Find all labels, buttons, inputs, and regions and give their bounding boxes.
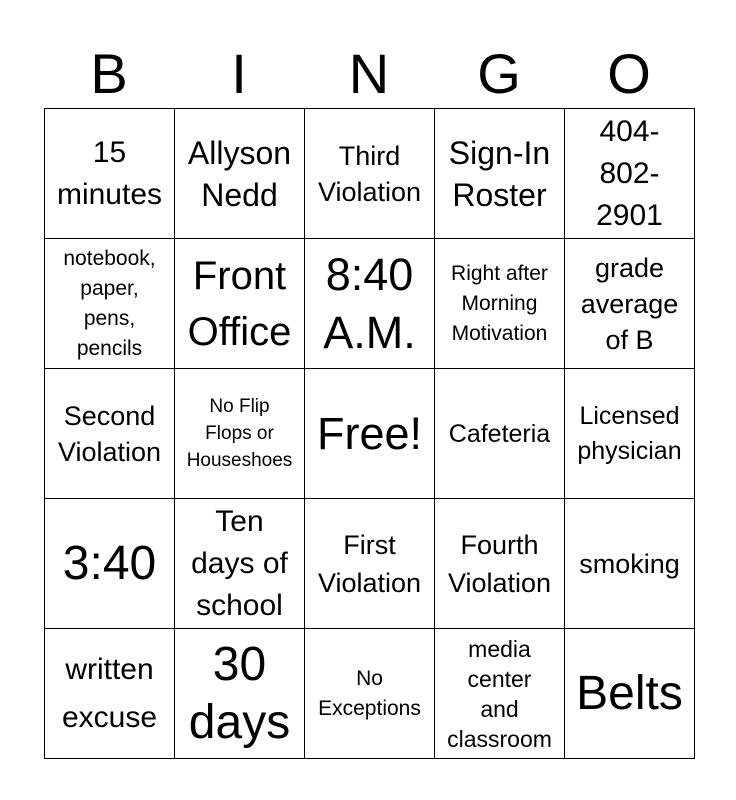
bingo-cell[interactable] — [565, 499, 695, 629]
bingo-cell[interactable] — [45, 369, 175, 499]
cell-text: Sign-In Roster — [448, 134, 551, 213]
bingo-cell[interactable] — [45, 629, 175, 759]
header-letter-o: O — [607, 42, 651, 105]
cell-text: Front Office — [187, 253, 292, 354]
bingo-cell[interactable] — [565, 369, 695, 499]
cell-text: 30 days — [188, 637, 291, 749]
header-letter-n: N — [348, 42, 390, 105]
bingo-cell[interactable] — [175, 629, 305, 759]
bingo-cell[interactable] — [435, 629, 565, 759]
cell-text: Third Violation — [317, 140, 422, 207]
bingo-grid — [44, 108, 695, 759]
bingo-cell[interactable] — [305, 499, 435, 629]
cell-text: Allyson Nedd — [187, 134, 292, 213]
cell-text: notebook, paper, pens, pencils — [63, 246, 156, 360]
bingo-cell[interactable] — [45, 499, 175, 629]
cell-text: Ten days of school — [191, 504, 288, 622]
bingo-cell[interactable] — [435, 109, 565, 239]
cell-text: 15 minutes — [56, 135, 163, 211]
bingo-cell[interactable] — [565, 109, 695, 239]
cell-text: grade average of B — [580, 252, 679, 355]
cell-text: No Exceptions — [318, 666, 421, 720]
cell-text: Second Violation — [57, 400, 162, 467]
cell-text: Free! — [316, 407, 423, 459]
cell-text: 8:40 A.M. — [323, 248, 416, 358]
cell-text: smoking — [579, 548, 680, 579]
cell-text: Right after Morning Motivation — [451, 261, 548, 345]
cell-text: No Flip Flops or Houseshoes — [186, 396, 293, 471]
bingo-cell[interactable] — [175, 239, 305, 369]
header-letter-i: I — [231, 42, 247, 105]
cell-text: 3:40 — [62, 536, 157, 590]
bingo-cell[interactable] — [305, 369, 435, 499]
cell-text: Licensed physician — [577, 401, 682, 465]
cell-text: 404- 802- 2901 — [596, 114, 663, 232]
bingo-cell[interactable] — [435, 499, 565, 629]
bingo-cell[interactable] — [305, 109, 435, 239]
bingo-cell[interactable] — [175, 369, 305, 499]
cell-text: written excuse — [61, 652, 158, 734]
bingo-header — [44, 40, 694, 108]
bingo-cell[interactable] — [565, 239, 695, 369]
cell-text: Belts — [576, 666, 683, 720]
cell-text: First Violation — [317, 529, 422, 598]
cell-text: Cafeteria — [448, 419, 551, 448]
cell-text: media center and classroom — [447, 635, 552, 752]
header-letter-g: G — [477, 42, 521, 105]
bingo-cell[interactable] — [565, 629, 695, 759]
bingo-cell[interactable] — [175, 499, 305, 629]
bingo-cell[interactable] — [45, 239, 175, 369]
header-letter-b: B — [90, 42, 128, 105]
bingo-cell[interactable] — [435, 369, 565, 499]
cell-text: Fourth Violation — [447, 529, 552, 598]
bingo-cell[interactable] — [435, 239, 565, 369]
bingo-cell[interactable] — [305, 239, 435, 369]
bingo-cell[interactable] — [45, 109, 175, 239]
bingo-cell[interactable] — [305, 629, 435, 759]
bingo-cell[interactable] — [175, 109, 305, 239]
